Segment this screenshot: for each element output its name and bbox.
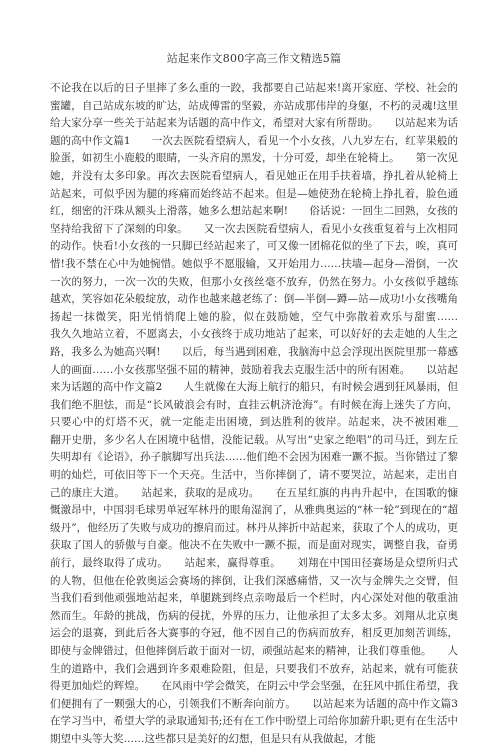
document-title: 站起来作文800字高三作文精选5篇 xyxy=(166,52,342,65)
document-body: 不论我在以后的日子里摔了多么重的一跤，我都要自己站起来!离开家庭、学校、社会的蜜罐，自己站成东坡的旷达，站成傅雷的坚毅，亦站成那伟岸的身躯，不朽的灵魂!这里给大家分享一些关于站起来为话题的高中作文，希望对大家有所帮助。 以站起来为话题的高中作文篇1 一次去医院看望病人，看见一个小女孩，八九岁左右，红苹果般的脸蛋，如初生小鹿般的眼睛，一头齐肩的黑发，十分可爱，却坐在轮椅上。 第一次见她，并没有太多印象。再次去医院看望病人，看见她正在用手扶着墙，挣扎着从轮椅上站起来，可似乎因为腿的疼痛而始终站不起来。但是—她使劲在轮椅上挣扎着，脸色通红，细密的汗珠从额头上滑落，她多么想站起来啊! 俗话说：一回生二回熟，女孩的坚持给我留下了深刻的印象。 又一次去医院看望病人，看见小女孩重复着与上次相同的动作。快看!小女孩的一只脚已经站起来了，可又像一团棉花似的坐了下去，唉，真可惜!我不禁在心中为她惋惜。她似乎不愿服输，又开始用力……扶墙—起身—滑倒，一次一次的努力，一次一次的失败，但那小女孩丝毫不放弃，仍然在努力。小女孩似乎越练越欢，笑容如花朵般绽放，动作也越来越老练了：倒—半倒—蹲—站—成功!小女孩嘴角扬起一抹微笑，阳光悄悄爬上她的脸，似在鼓励她，空气中弥散着欢乐与甜蜜…… 我久久地站立着，不愿离去，小女孩终于成功地站了起来，可以好好的去走她的人生之路，我多么为她高兴啊! 以后，每当遇到困难，我脑海中总会浮现出医院里那一幕感人的画面……小女孩那坚强不屈的精神，鼓励着我去克服生活中的所有困难。 以站起来为话题的高中作文篇2 人生就像在大海上航行的船只，有时候会遇到狂风暴雨，但我们绝不胆怯，而是“长风破浪会有时，直挂云帆济沧海”。有时候在海上迷失了方向，只要心中的灯塔不灭，就一定能走出困境，到达胜利的彼岸。站起来，决不被困难＿ 翻开史册，多少名人在困境中毡惜，没能记载。从写出“史家之绝唱”的司马迁，到左丘失明却有《论语》，孙子膑脚写出兵法……他们绝不会因为困难一蹶不振。当你错过了黎明的灿烂，可依旧等下一个天亮。生活中，当你摔倒了，请不要哭泣，站起来，走出自己的康庄大道。 站起来，获取的是成功。 在五星红旗的冉冉升起中，在国歌的慷慨激昂中，中国羽毛球男单冠军林丹的眼角湿润了，从雅典奥运的“林一轮”到现在的“超级丹”，他经历了失败与成功的擦肩而过。林丹从摔折中站起来，获取了个人的成功，更获取了国人的骄傲与自豪。他决不在失败中一蹶不振，而是面对现实，调整自我，奋勇前行，最终取得了成功。 站起来，赢得尊重。 刘翔在中国田径赛场是众望所归式的人物，但他在伦敦奥运会赛场的摔倒，让我们深感痛惜，又一次与金牌失之交臂，但当我们看到他顽强地站起来，单腿跳到终点亲吻最后一个栏时，内心深处对他的敬重油然而生。年龄的挑战，伤病的侵扰，外界的压力，让他承担了太多太多。刘翔从北京奥运会的退赛，到此后各大赛事的夺冠，他不因自己的伤病而放弃，相反更加刻苦训练，即使与金牌错过，但他摔倒后敢于面对一切，顽强站起来的精神，让我们尊重他。 人生的道路中，我们会遇到许多艰难险阻，但是，只要我们不放弃，站起来，就有可能获得更加灿烂的辉煌。 在风雨中学会微笑，在阴云中学会坚强，在狂风中抓住希望，我们便拥有了一颗强大的心，引领我们不断奔向前方。 以站起来为话题的高中作文篇3 在学习当中，希望大学的录取通知书;还有在工作中盼望上司给你加薪升职;更有在生活中期望中头等大奖……这些都只是美好的幻想，但是只有从我做起，才能 xyxy=(50,82,479,745)
